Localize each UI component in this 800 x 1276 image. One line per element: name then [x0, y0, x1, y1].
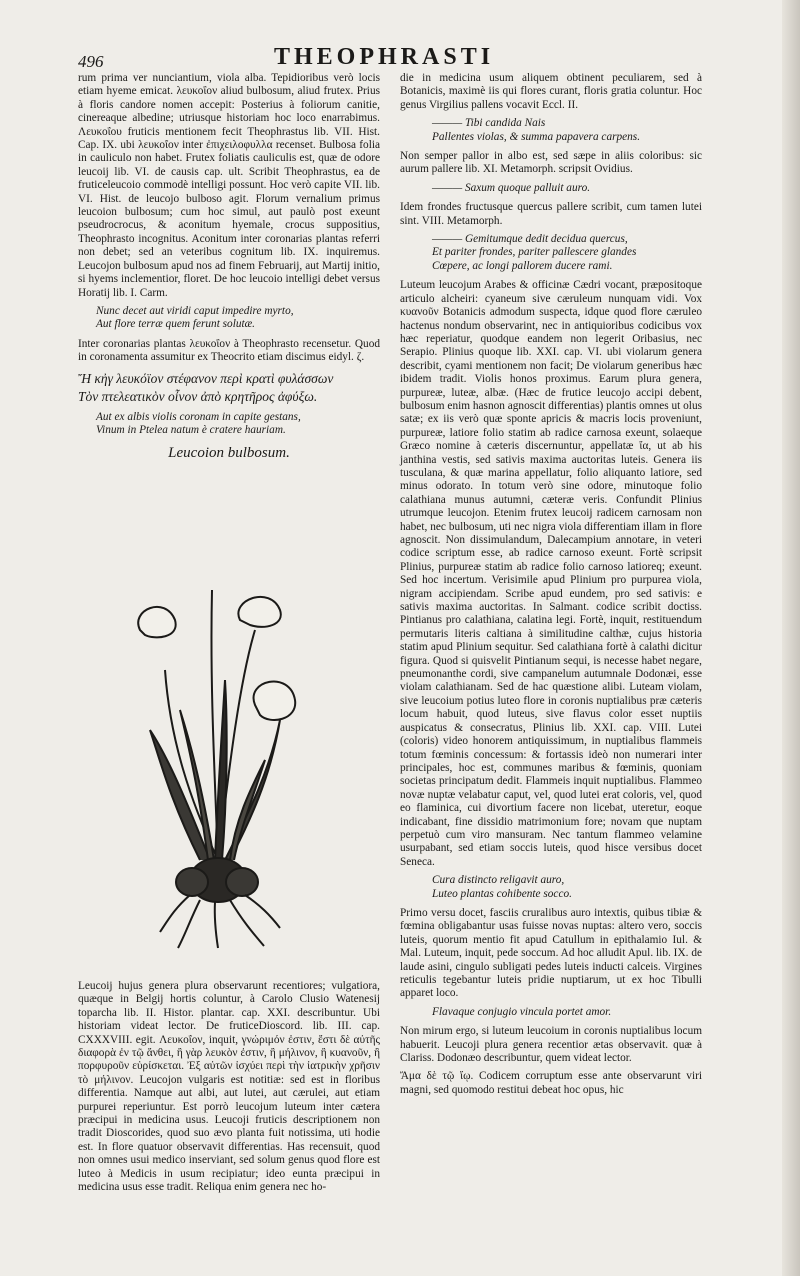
right-paragraph-3: Idem frondes fructusque quercus pallere scribit, cum tamen lutei sint. VIII. Metamorph. [400, 201, 702, 227]
greek-verse [78, 370, 380, 406]
verse-line: Aut flore terræ quem ferunt solutæ. [96, 318, 255, 331]
page-header [78, 44, 780, 70]
verse-line: ——— Tibi candida Nais [432, 117, 546, 130]
verse-line: Flavaque conjugio vincula portet amor. [432, 1005, 612, 1018]
verse-line: Pallentes violas, & summa papavera carpens. [432, 130, 641, 143]
latin-translation-verse [96, 411, 380, 438]
verse-line: Cura distincto religavit auro, [432, 874, 565, 887]
verse-line: ——— Saxum quoque palluit auro. [432, 181, 591, 194]
virgil-verse [432, 117, 702, 144]
snowflake-plant-icon [130, 560, 320, 950]
verse-line: ——— Gemitumque dedit decidua quercus, [432, 233, 628, 246]
right-paragraph-1: die in medicina usum aliquem obtinent peculiarem, sed à Botanicis, maximè iis qui flores curant, floris gratia coluntur. Hoc genus Virgilius pallens vocavit Eccl. II. [400, 72, 702, 111]
verse-line: Nunc decet aut viridi caput impedire myrto, [96, 304, 294, 317]
right-paragraph-5: Primo versu docet, fasciis cruralibus auro intextis, quibus tibiæ & fœmina obligabantur usas fuisse novas nuptas: altero vero, soccis luteis, quorum mentio fit apud Catullum in epithalamio Iul. & Mal. Luteum, inquit, pede soccum. Ad hoc alludit Apul. lib. IX. de laude asini, cingulo subligati pedes luteis inducti calceis. Virgines reticulis tegebantur luteis pridie nuptiarum, ut ex hoc Tibulli apparet loco. [400, 906, 702, 1000]
figure-title: Leucoion bulbosum. [168, 445, 290, 462]
plant-woodcut-illustration [130, 560, 320, 950]
verse-line: Et pariter frondes, pariter pallescere glandes [432, 246, 637, 259]
left-bottom-text [78, 980, 380, 1200]
left-paragraph-3: Leucoij hujus genera plura observarunt recentiores; vulgatiora, quæque in Belgij hortis coluntur, à Carolo Clusio Watenesij toparcha lib. II. Histor. plantar. cap. XXI. describuntur. Ubi historiam videat lector. De fruticeDioscord. lib. III. cap. CXXXVIII. egit. Λευκοΐον, inquit, γνώριμόν ἐστιν, ἔστι δὲ αὐτῆς διαφορὰ ἐν τῷ ἄνθει, ἢ γὰρ λευκὸν ἐστιν, ἢ μήλινον, ἢ κυανοῦν, ἢ πορφυροῦν εὑρίσκεται. Ἐξ αὐτῶν ἰσχύει περὶ τὴν ἰατρικὴν χρῆσιν τὸ μήλινον. Leucojon vulgaris est notitiæ: sed est in floribus differentia. Namque aut albi, aut lutei, aut cærulei, aut etiam purpurei reperiuntur. Est porrò leucojum luteum inter cætera præcipui in medicina usus. Leucoji fruticis descriptionem non tradit Dioscorides, quod suo ævo planta fuit notissima, uti hodie est. In flore quatuor observavit differentias. Has recensuit, quod non omnes usui medico inserviant, sed solum genus quod flore est luteo à Medicis in usum recipiatur; ideo eunta præcipui in medicina usus esse tradit. Reliqua enim genera nec ho- [78, 980, 380, 1194]
left-paragraph-2: Inter coronarias plantas λευκοΐον à Theophrasto recensetur. Quod in coronamenta assumitur ex Theocrito etiam discimus eidyl. ζ. [78, 337, 380, 364]
left-column [78, 72, 380, 467]
right-paragraph-4: Luteum leucojum Arabes & officinæ Cædri vocant, præpositoque articulo alcheiri: cyaneum sive cæruleum nunquam vidi. Vox κυανοῦν Botanicis admodum suspecta, idque quod flore cæruleo hactenus nondum observarint, nec in antiquioribus codicibus vox hæc reperiatur, quodque eandem non legerit Oribasius, nec Serapio. Plinius quoque lib. XXI. cap. VI. ubi violarum genera describit, cyami mentionem non facit; De violarum generibus hæc ibidem tradit. Violis honos proximus. Earum plura genera, purpureæ, luteæ, albæ. (Hæc de frutice leucojo accipi debent, bulbosum enim hasnon agnoscit differentias) plantis omnes ut olus satæ; ex iis verò quæ sponte apricis & macris locis proveniunt, purpureæ, latiore folio statim ab radice carnosa exeunt, solaeque Græco nomine à cæteris discernuntur, appellatæ ἴα, ut ab his janthina vestis, sed sativis maxima auctoritas luteis. Genera iis tusculana, & quæ marina appellatur, folio aliquanto latiore, sed minus odorato. In totum verò sine odore, minutoque folio calathiana munus autumni, cæteræ veris. Confundit Plinius utrumque leucojon. Etenim frutex leucoij radicem carnosam non habet, nec bulbosum, uti nec nigra viola differentiam illam in flore agnoscit. Non dissimulandum, Dalecampium annotare, in veteri codice scriptum esse, ab radice carnoso exeunt. Fortè scripsit Plinius, purpureæ statim ab radice folio carnoso latioreq; exeunt. Sed hoc incertum. Verisimile apud Plinium pro purpurea viola, nigram accipiendam. Scribe apud eundem, pro sed sativis: e sativis maxima auctoritas. In Salmant. codice scribit doctiss. Pintianus pro calathiana, calatina legi. Fortè, inquit, restituendum permutaris literis caltiana à similitudine calthæ, cujus historia statim apud Plinium sequitur. Sed calathiana fortè à calathi dicitur figura. Quod si quisvelit Pintianum sequi, is necesse habet negare, pneumonanthe cordi, sive campanelum autumnale Dodonæi, esse violam calathianam. Sed de hac quæstione alibi. Luteam violam, sive leucoium potius luteo flore in coronis nuptialibus præ cæteris locum habuit, quod luteus, sive flavus color esset nuptiis auspicatus & consecratus, Plinius lib. XXI. cap. VIII. Lutei (coloris) video honorem antiquissimum, in nuptialibus flammeis totum fœminis concessum: & fortassis ideò non numerari inter principales, hoc est, communes maribus & fœminis, quoniam societas principatum dedit. Flammeis inquit nuptialibus. Flammeo novæ nuptæ velabatur caput, vel, quod lutei erat coloris, vel, quod eo flaminica, cui divortium facere non licebat, uteretur, eoque indicabant, fine dissidio matrimonium fore; novam que nuptam perpetuò cum viro mansuram. Nec tantum flammeo velamine usurpabant, sed etiam soccis luteis, quod hisce versibus docet Seneca. [400, 279, 702, 868]
horace-verse [96, 305, 380, 332]
tibullus-verse [432, 1006, 702, 1019]
right-paragraph-7: Ἄμα δὲ τῷ ἴῳ. Codicem corruptum esse ante observarunt viri magni, sed quomodo restitui debeat hoc opus, hic [400, 1070, 702, 1096]
right-paragraph-2: Non semper pallor in albo est, sed sæpe in aliis coloribus: sic aurum pallere lib. XI. Metamorph. scripsit Ovidius. [400, 150, 702, 176]
verse-line: Vinum in Ptelea natum è cratere hauriam. [96, 423, 286, 436]
greek-line: Ἤ κἠγ λευκόϊον στέφανον περὶ κρατὶ φυλάσσων [78, 370, 334, 386]
verse-line: Cœpere, ac longi pallorem ducere rami. [432, 259, 613, 272]
left-paragraph-1: rum prima ver nunciantium, viola alba. Tepidioribus verò locis etiam hyeme emicat. λευκοΐον aliud bulbosum, aliud frutex. Prius à floris candore nomen accepit: Posterius à foliorum canitie, cinereaque albedine; utriusque historiam hoc loco enarrabimus. Λευκοΐου fruticis mentionem fecit Theophrastus lib. VII. Hist. Cap. IX. ubi λευκοΐον inter ἐπιχειλοφυλλα recenset. Bulbosa folia in cauliculo non habet. Frutex foliatis cauliculis est, quæ de odore leucoij lib. VI. de causis cap. ult. Scribit Theophrastus, ea de fruticeleucoio commodè intelligi possunt. Hoc verò capite VII. lib. VI. Hist. de leucojo bulboso agit. Florum vernalium primus leucoion bulbosum; cum hoc simul, aut paulò post exeunt pseudrocrocus, & aconitum hyemale, crocus suppositius, Theophrasto incognitus. Aconitum inter coronarias plantas referri non debet; sed an veteribus cognitum lib. IX. inquiremus. Leucojon bulbosum apud nos ad finem Februarij, aut Martij initio, si hyems inclementior, floret. De hoc leucoio intelligi debet versus Horatij lib. I. Carm. [78, 72, 380, 299]
right-column [400, 72, 702, 1102]
ovid-verse-1 [432, 182, 702, 195]
greek-line: Τὸν πτελεατικὸν οἶνον ἀπὸ κρητῆρος ἀφύξω. [78, 388, 318, 404]
right-paragraph-6: Non mirum ergo, si luteum leucoium in coronis nuptialibus locum habuerit. Leucoji plura genera recentior ætas observavit. quæ à Clariss. Dodonæo describuntur, quem videat lector. [400, 1025, 702, 1065]
ovid-verse-2 [432, 233, 702, 273]
running-head: THEOPHRASTI [274, 44, 495, 70]
page-edge [782, 0, 800, 1276]
verse-line: Luteo plantas cohibente socco. [432, 887, 572, 900]
verse-line: Aut ex albis violis coronam in capite gestans, [96, 410, 301, 423]
page-number: 496 [78, 52, 104, 71]
seneca-verse [432, 874, 702, 901]
